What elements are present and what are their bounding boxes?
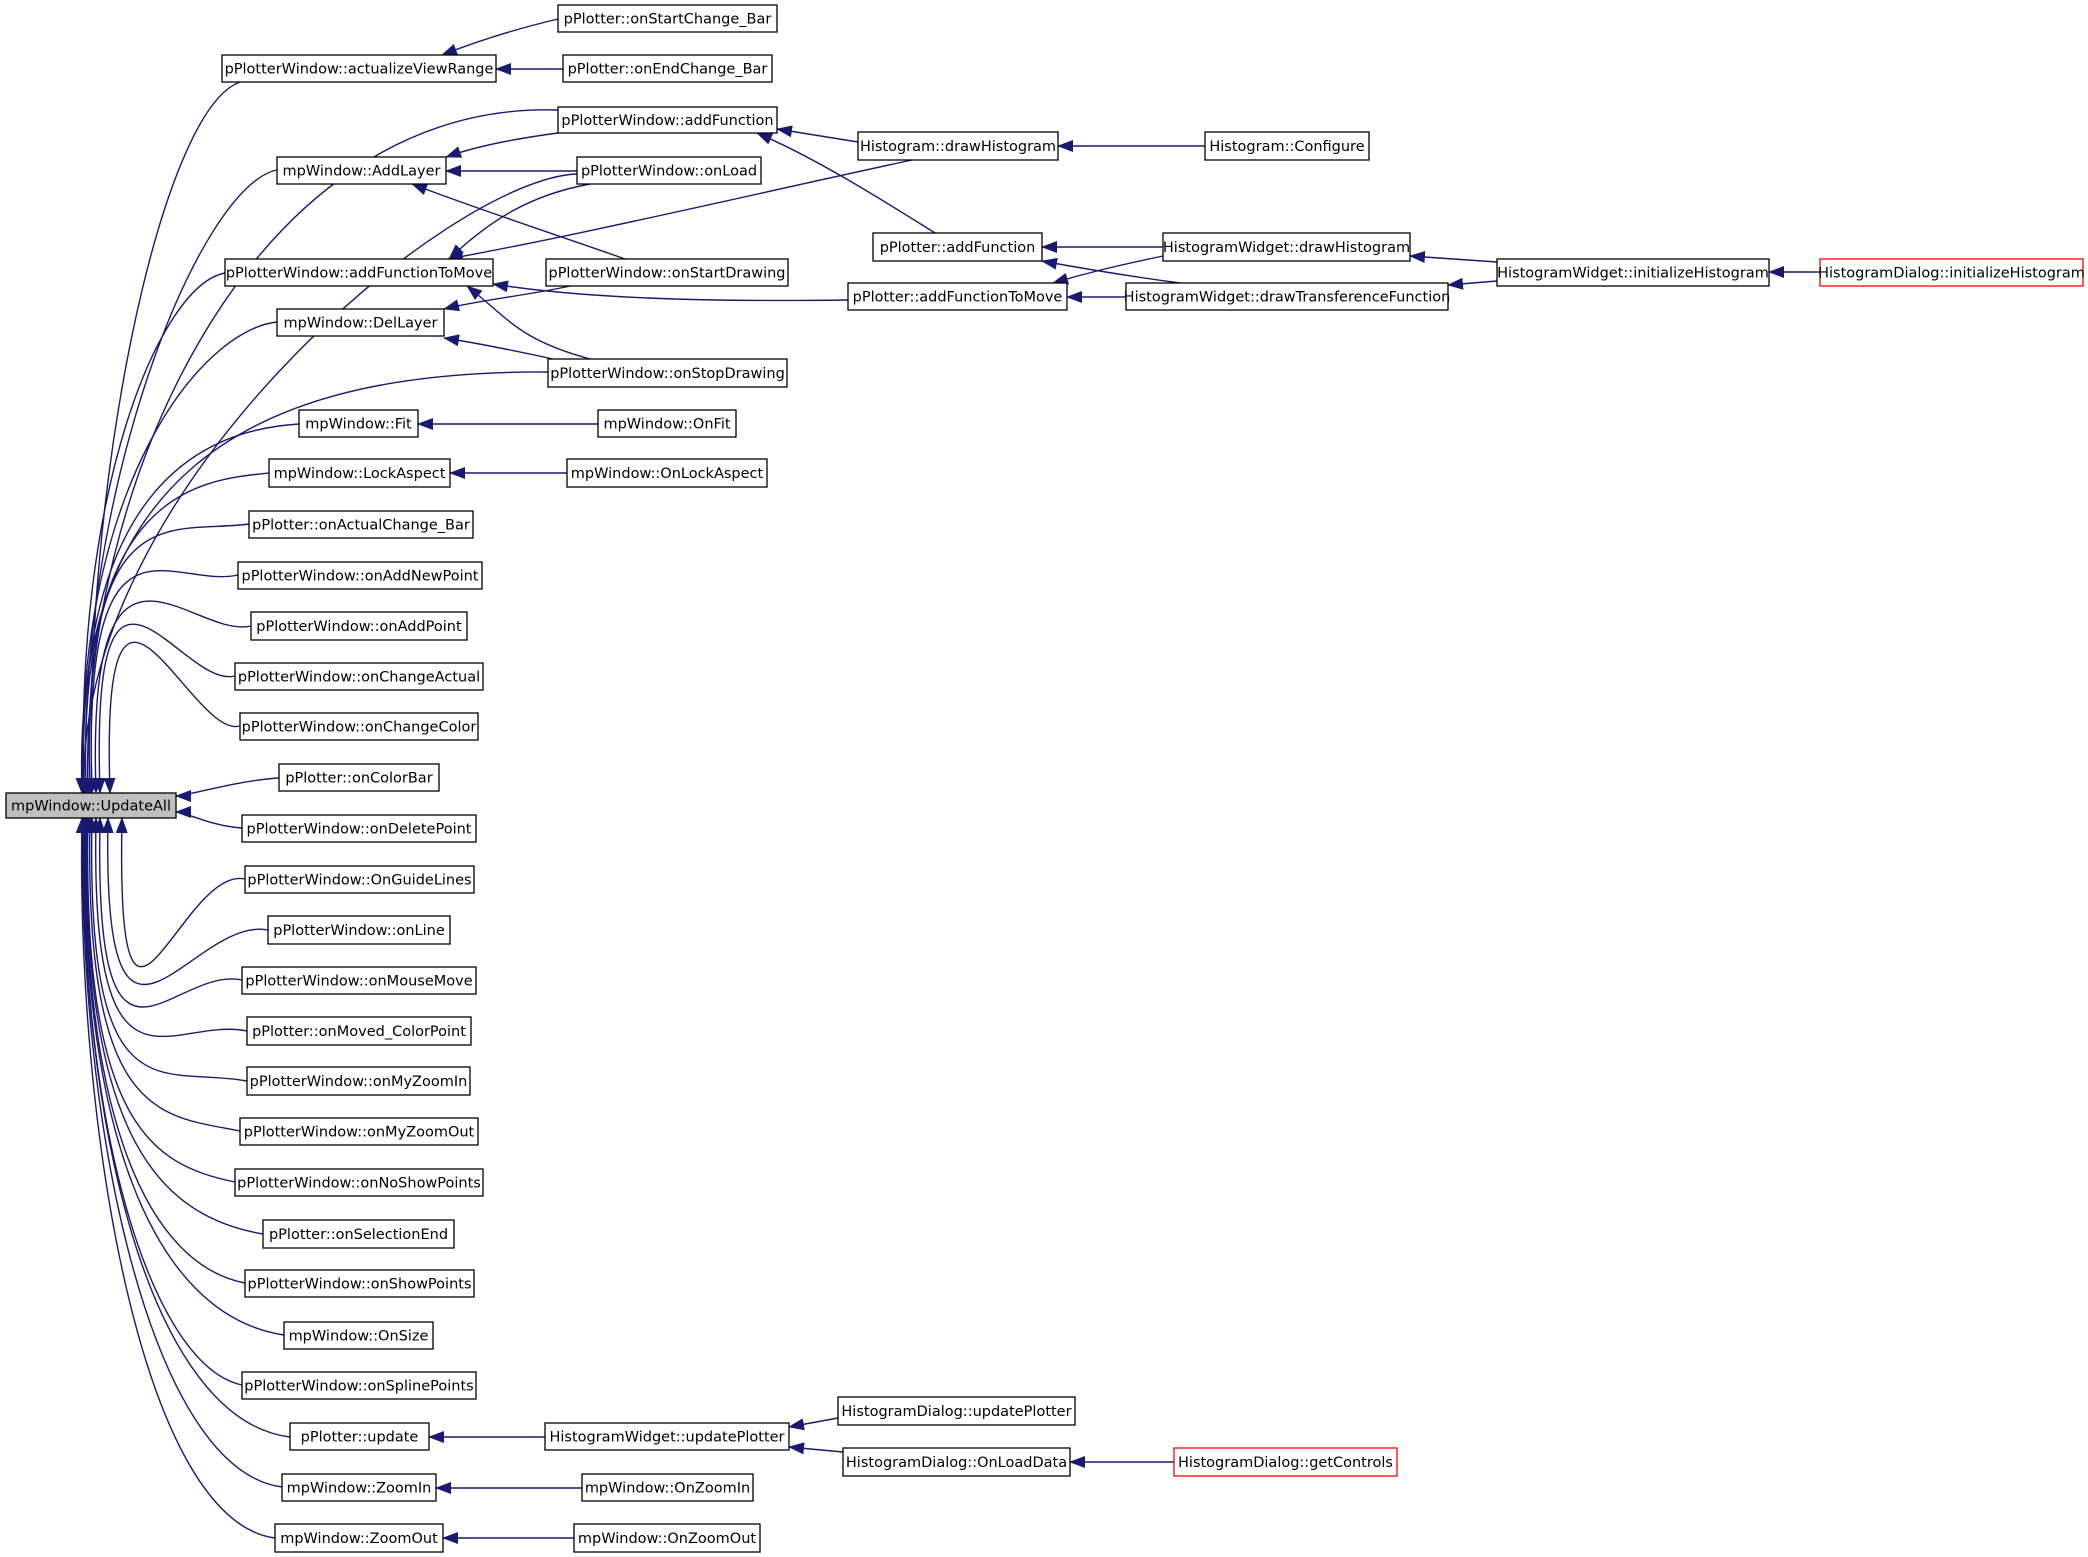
call-edge-n43-to-n42: [789, 1418, 838, 1427]
node-label: mpWindow::OnLockAspect: [570, 466, 764, 482]
node-label: pPlotterWindow::actualizeViewRange: [224, 61, 494, 78]
graph-node[interactable]: [235, 1169, 483, 1196]
node-label: pPlotterWindow::onLoad: [580, 163, 758, 180]
graph-node[interactable]: [1205, 132, 1369, 160]
graph-node[interactable]: [546, 259, 788, 286]
graph-node[interactable]: [245, 1270, 474, 1297]
node-label: pPlotterWindow::onSplinePoints: [244, 1378, 474, 1395]
node-label: pPlotter::addFunctionToMove: [852, 289, 1063, 306]
graph-node[interactable]: [873, 233, 1042, 261]
node-label: HistogramWidget::initializeHistogram: [1497, 265, 1769, 282]
graph-node[interactable]: [268, 916, 450, 944]
node-label: pPlotter::onStartChange_Bar: [563, 11, 772, 28]
node-label: pPlotter::onMoved_ColorPoint: [252, 1024, 466, 1040]
graph-node[interactable]: [582, 1474, 753, 1501]
call-edge-n18-to-n13: [467, 286, 590, 359]
node-label: pPlotterWindow::addFunction: [561, 113, 774, 129]
graph-node[interactable]: [558, 5, 777, 32]
graph-root-node[interactable]: [6, 793, 176, 818]
graph-node[interactable]: [558, 107, 777, 133]
node-label: pPlotter::onSelectionEnd: [268, 1227, 449, 1243]
graph-node[interactable]: [225, 259, 493, 286]
node-label: pPlotterWindow::onAddPoint: [256, 619, 462, 635]
graph-node[interactable]: [848, 283, 1067, 310]
call-edge-n34-to-n0: [92, 818, 247, 1081]
graph-node[interactable]: [282, 1474, 436, 1501]
graph-node[interactable]: [277, 157, 446, 184]
call-edge-n11-to-n10: [1410, 256, 1497, 262]
graph-node[interactable]: [275, 1524, 443, 1552]
node-label: pPlotterWindow::onStartDrawing: [548, 265, 786, 282]
graph-node[interactable]: [858, 132, 1058, 160]
call-edge-n2-to-n1: [442, 19, 558, 55]
node-label: pPlotterWindow::addFunctionToMove: [225, 265, 493, 282]
graph-node[interactable]: [598, 410, 736, 437]
graph-node[interactable]: [563, 55, 772, 82]
call-edge-n33-to-n0: [96, 818, 247, 1036]
call-edge-n13-to-n0: [83, 273, 225, 793]
graph-node[interactable]: [251, 612, 467, 640]
node-label: pPlotterWindow::onDeletePoint: [246, 821, 472, 838]
node-label: pPlotterWindow::onLine: [273, 923, 445, 939]
node-label: Histogram::Configure: [1209, 139, 1365, 155]
node-label: pPlotter::update: [300, 1429, 419, 1446]
node-label: pPlotterWindow::onMyZoomIn: [249, 1074, 468, 1090]
call-edge-n4-to-n7: [446, 133, 558, 157]
graph-node[interactable]: [277, 309, 444, 336]
node-label: mpWindow::AddLayer: [282, 163, 441, 180]
graph-node[interactable]: [290, 1423, 429, 1450]
call-edge-n27-to-n0: [109, 642, 240, 793]
node-label: mpWindow::ZoomOut: [280, 1531, 438, 1547]
graph-node[interactable]: [242, 815, 476, 842]
graph-node[interactable]: [1124, 283, 1451, 310]
node-label: pPlotterWindow::onMyZoomOut: [243, 1124, 475, 1141]
call-edge-n29-to-n0: [176, 812, 242, 828]
graph-node[interactable]: [240, 1118, 478, 1145]
node-label: mpWindow::UpdateAll: [11, 798, 171, 815]
node-label: HistogramDialog::updatePlotter: [841, 1404, 1072, 1420]
graph-node[interactable]: [235, 663, 483, 690]
graph-node[interactable]: [240, 713, 478, 740]
node-label: pPlotterWindow::onStopDrawing: [550, 366, 785, 382]
node-label: mpWindow::OnZoomIn: [584, 1480, 751, 1497]
call-edge-n5-to-n4: [777, 129, 858, 142]
graph-node[interactable]: [249, 511, 473, 538]
call-edge-n1-to-n0: [91, 82, 240, 793]
graph-node[interactable]: [1174, 1448, 1397, 1476]
graph-node[interactable]: [299, 410, 418, 437]
graph-node[interactable]: [1163, 233, 1410, 261]
call-edge-n26-to-n0: [99, 624, 235, 793]
graph-node[interactable]: [574, 1524, 760, 1552]
call-edge-n30-to-n0: [122, 818, 245, 967]
node-label: pPlotter::onColorBar: [285, 770, 433, 787]
node-label: HistogramWidget::drawTransferenceFunction: [1123, 289, 1451, 306]
node-label: HistogramDialog::OnLoadData: [845, 1455, 1068, 1471]
call-edge-n11-to-n16: [1448, 281, 1497, 285]
graph-node[interactable]: [1818, 259, 2085, 286]
call-edge-n14-to-n17: [444, 286, 570, 309]
call-edge-n8-to-n13: [449, 184, 590, 259]
graph-node[interactable]: [545, 1423, 789, 1450]
node-label: pPlotterWindow::onChangeActual: [237, 669, 481, 686]
node-label: pPlotterWindow::onShowPoints: [247, 1276, 472, 1293]
graph-node[interactable]: [263, 1220, 454, 1248]
node-label: pPlotter::onEndChange_Bar: [567, 61, 768, 78]
graph-node[interactable]: [242, 967, 476, 994]
node-label: mpWindow::OnSize: [288, 1328, 429, 1345]
graph-node[interactable]: [838, 1397, 1075, 1425]
call-edge-n38-to-n0: [86, 818, 245, 1283]
node-label: pPlotterWindow::OnGuideLines: [247, 872, 472, 889]
nodes-layer: [6, 5, 2085, 1552]
graph-node[interactable]: [567, 459, 767, 487]
graph-node[interactable]: [247, 1067, 470, 1095]
graph-node[interactable]: [843, 1448, 1070, 1476]
graph-node[interactable]: [269, 459, 450, 487]
node-label: HistogramDialog::getControls: [1178, 1455, 1393, 1471]
node-label: HistogramWidget::drawHistogram: [1162, 240, 1411, 256]
graph-node[interactable]: [238, 562, 482, 589]
call-edge-n44-to-n42: [789, 1447, 843, 1452]
node-label: HistogramDialog::initializeHistogram: [1818, 265, 2085, 282]
node-label: mpWindow::DelLayer: [283, 315, 438, 332]
graph-node[interactable]: [222, 55, 496, 82]
node-label: mpWindow::OnFit: [603, 416, 731, 433]
node-label: mpWindow::OnZoomOut: [577, 1531, 757, 1547]
graph-node[interactable]: [247, 1017, 471, 1045]
graph-node[interactable]: [279, 764, 439, 791]
node-label: mpWindow::Fit: [305, 416, 412, 433]
graph-node[interactable]: [548, 359, 787, 387]
node-label: pPlotterWindow::onMouseMove: [245, 973, 473, 990]
node-label: pPlotter::onActualChange_Bar: [252, 517, 470, 534]
node-label: HistogramWidget::updatePlotter: [549, 1429, 785, 1446]
node-label: Histogram::drawHistogram: [859, 139, 1057, 155]
call-edge-n21-to-n0: [85, 473, 269, 793]
graph-node[interactable]: [242, 1372, 476, 1399]
node-label: pPlotterWindow::onNoShowPoints: [237, 1175, 481, 1192]
graph-node[interactable]: [245, 866, 474, 893]
call-edge-n28-to-n0: [176, 778, 279, 796]
call-edge-n36-to-n0: [88, 818, 235, 1182]
graph-node[interactable]: [1497, 259, 1769, 286]
graph-node[interactable]: [577, 157, 761, 184]
node-label: pPlotterWindow::onAddNewPoint: [241, 568, 479, 585]
node-label: pPlotterWindow::onChangeColor: [241, 719, 477, 736]
graph-node[interactable]: [284, 1322, 433, 1349]
node-label: pPlotter::addFunction: [879, 240, 1036, 256]
call-edge-n14-to-n7: [412, 184, 625, 259]
node-label: mpWindow::LockAspect: [273, 466, 446, 482]
node-label: mpWindow::ZoomIn: [286, 1480, 432, 1497]
